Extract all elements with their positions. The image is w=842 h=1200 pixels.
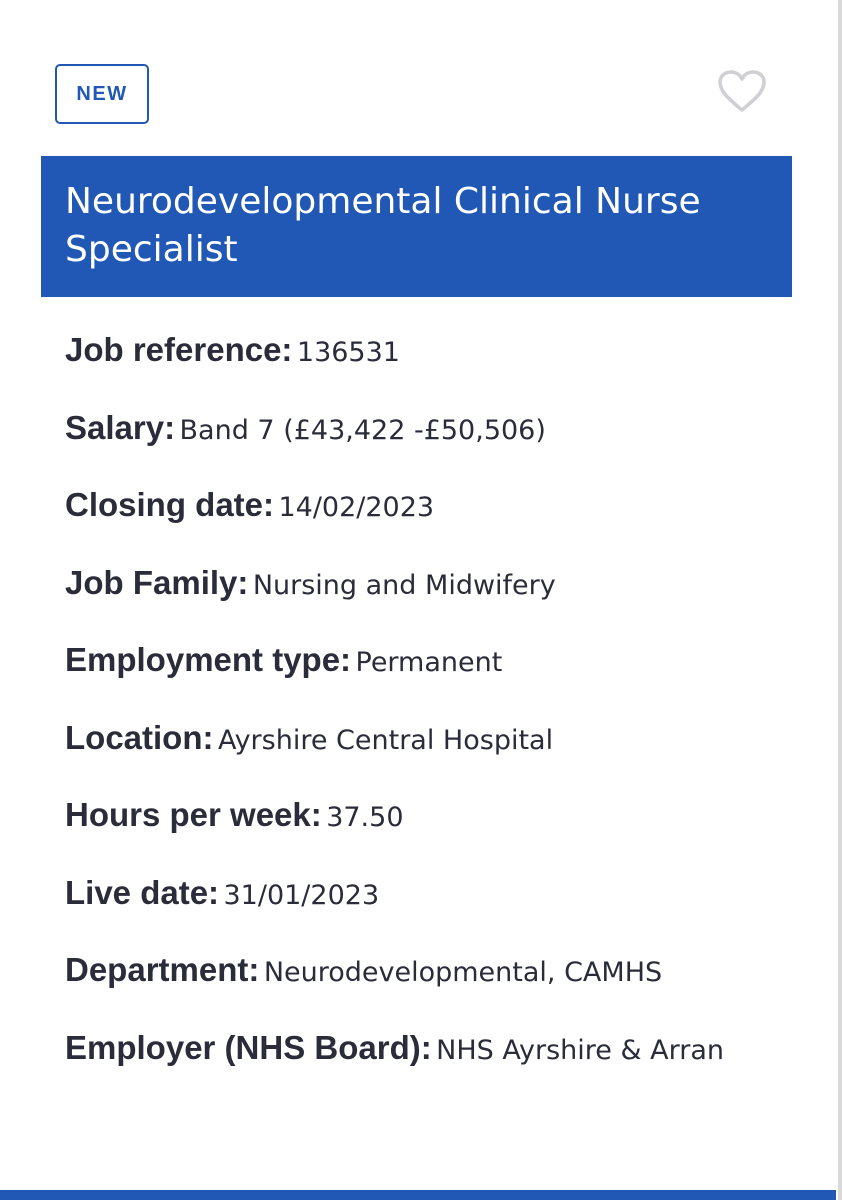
detail-value: Band 7 (£43,422 -£50,506) (179, 414, 546, 446)
detail-value: NHS Ayrshire & Arran (436, 1034, 724, 1066)
detail-value: 31/01/2023 (223, 879, 380, 911)
detail-employer (65, 1024, 785, 1079)
job-details (65, 326, 785, 1108)
scrollbar-track[interactable] (838, 0, 842, 1200)
detail-label: Employer (NHS Board): (65, 1028, 432, 1066)
next-card-edge (0, 1190, 836, 1200)
job-title-bar[interactable] (41, 156, 792, 297)
detail-label: Job Family: (65, 563, 249, 601)
detail-label: Closing date: (65, 486, 275, 523)
detail-label: Location: (65, 718, 214, 756)
detail-job-reference (65, 326, 785, 374)
detail-live-date (65, 869, 785, 917)
detail-label: Hours per week: (65, 796, 322, 833)
detail-value: 14/02/2023 (278, 492, 435, 523)
detail-value: Neurodevelopmental, CAMHS (263, 957, 663, 988)
detail-value: Nursing and Midwifery (252, 569, 556, 601)
detail-label: Live date: (65, 873, 220, 911)
detail-department (65, 946, 785, 994)
favourite-button[interactable] (716, 68, 768, 116)
detail-closing-date (65, 481, 785, 529)
detail-label: Salary: (65, 408, 176, 446)
detail-hours-per-week (65, 791, 785, 839)
detail-label: Job reference: (65, 331, 293, 368)
detail-salary (65, 404, 785, 452)
new-badge: NEW (55, 64, 149, 124)
detail-employment-type (65, 636, 785, 684)
detail-label: Department: (65, 951, 260, 988)
detail-label: Employment type: (65, 641, 352, 678)
detail-job-family (65, 559, 785, 607)
detail-value: 37.50 (326, 802, 404, 833)
detail-value: Permanent (355, 647, 503, 678)
job-title[interactable]: Neurodevelopmental Clinical Nurse Specialist (65, 181, 701, 270)
detail-location (65, 714, 785, 762)
heart-icon (716, 68, 768, 116)
detail-value: 136531 (296, 337, 400, 368)
detail-value: Ayrshire Central Hospital (217, 724, 554, 756)
